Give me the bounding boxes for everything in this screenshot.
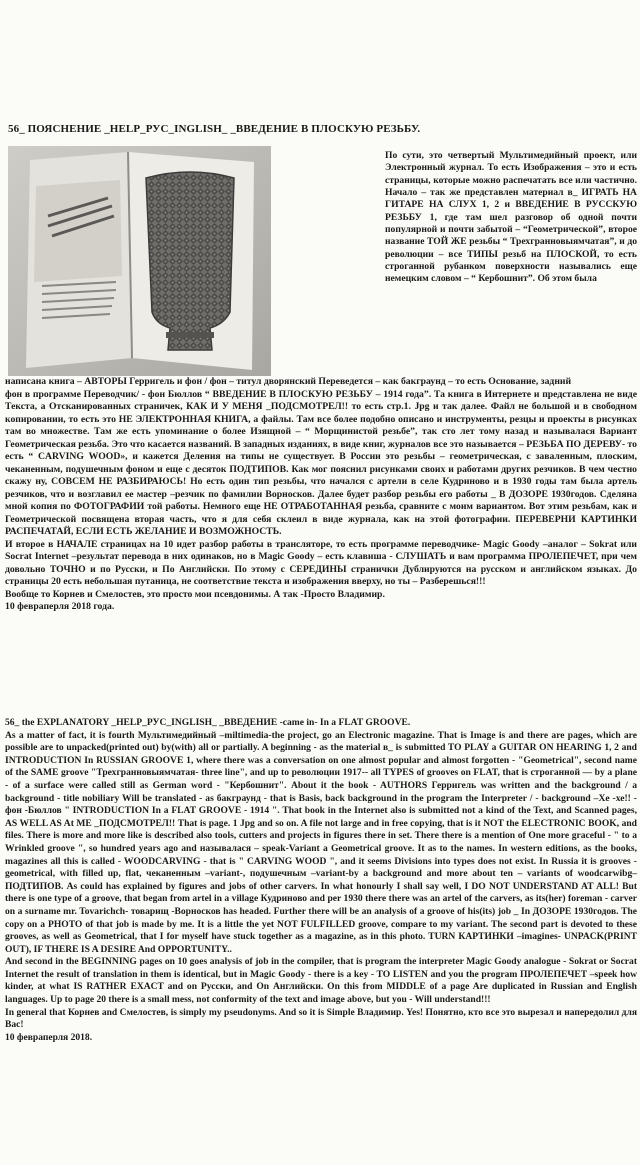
russian-paragraph: написана книга – АВТОРЫ Герригель и фон / фон – титул дворянский Переведется – как бакграунд – то есть Основание, задний (5, 376, 572, 387)
russian-paragraph: фон в программе Переводчик/ - фон Бюллов “ ВВЕДЕНИЕ В ПЛОСКУЮ РЕЗЬБУ – 1914 года”. Та книга в Интернете и представлена не виде Текста, а Отсканированных страничек, КАК И У МЕНЯ _ПОДСМОТРЕЛ!! то есть стр.1. Jpg и так далее. Файл не большой и в свободном копировании, то есть это НЕ ЭЛЕКТРОННАЯ КНИГА, а файлы. Там все более подобно описано и инструменты, резцы и проекты в рисунках там во множестве. Там же есть упоминание о более Изящной – “ Морщинистой резьбе”, так сто лет тому назад и называлася Вариант Геометрическая резьба. Это что касается названий. В западных изданиях, в виде книг, журналов все это называется – РЕЗЬБА ПО ДЕРЕВУ- то есть “ CARVING WOOD», и кажется Деления на типы не существует. В России это резьбы – геометрическая, с заваленным, плоским, чеканенным, подушечным фоном и еще с десяток ПОДТИПОВ. Как мог пояснил рисунками своих и работами других резчиков. В чем честно скажу ну, СОВСЕМ НЕ РАЗБИРАЮСЬ! Но есть один тип резьбы, что начался с артели в селе Кудриново и в 1930 годы там была артель резчиков, что и возглавил ее мастер –резчик по фамилии Ворносков. Далее будет разбор резьбы его работы _ В ДОЗОРЕ 1930годов. Сделяна мной копия по ФОТОГРАФИИ той работы. Немного еще НЕ ОТРАБОТАННАЯ резьба, сравните с моим вариантом. Вот этим резьбам, как и Геометрической посвящена вторая часть, что я для себя склеил в виде журнала, как на этой фотографии. ПЕРЕВЕРНИ КАРТИНКИ РАСПЕЧАТАЙ, ЕСЛИ ЕСТЬ ЖЕЛАНИЕ И ВОЗМОЖНОСТЬ. (5, 388, 637, 537)
english-date: 10 февраперля 2018. (5, 1031, 93, 1043)
english-paragraph: And second in the BEGINNING pages on 10 goes analysis of job in the compiler, that is program the interpreter Magic Goody analogue - Sokrat or Socrat Internet the result of translation in them is identical, but in Magic Goody - there is a key - TO LISTEN and you the program ПРОЛЕПЕЧЕТ –speek how kinder, at what IS RATHER EXACT and on Русски, and On Английски. On this from MIDDLE of a page Are duplicated in Russian and English languages. Up to page 20 there is a small mess, not conformity of the text and image above, but you - Will understand!!! (5, 956, 637, 1006)
english-heading: 56_ the EXPLANATORY _HELP_РУС_INGLISH_ _ВВЕДЕНИЕ -came in- In a FLAT GROOVE. (5, 717, 411, 728)
russian-date: 10 февраперля 2018 года. (5, 601, 115, 612)
english-paragraph: As a matter of fact, it is fourth Мультимедийный –miltimedia-the project, go an Electronic magazine. That is Image is and there are pages, which are possible are to unpacked(printed out) by(with) all or partially. A beginning - as the material в_ is submitted TO PLAY a GUITAR ON HEARING 1, 2 and INTRODUCTION In RUSSIAN GROOVE 1, where there was a conversation on one almost popular and almost forgotten - "Geometrical", second name of the SAME groove "Трехгранновыямчатая- three line", and up to революции 1917-- all TYPES of grooves on FLAT, that is строганной — by a plane - of a surface were called still as German word - "Кербошнит". About it the book - AUTHORS Герригель was written and the background / a background - title nobiliary Will be translated - as бакграунд - that is Basis, back background in the program the Interpreter / - background –Хе -хе!! - фон -Бюллов " INTRODUCTION In a FLAT GROOVE - 1914 ". That book in the Internet also is submitted not a kind of the Text, and Scanned pages, AS WELL AS At ME _ПОДСМОТРЕЛ!! That is page. 1 Jpg and so on. A file not large and in free copying, that is it NOT the ELECTRONIC BOOK, and files. There is more and more like is described also tools, cutters and projects in figures there in set. There there is a mention of One more graceful - " to a Wrinkled groove ", so hundred years ago and называлася – speak-Variant a Geometrical groove. It as to the names. In western editions, as the books, magazines all this is called - WOODCARVING - that is " CARVING WOOD ", and it seems Divisions into types does not exist. In Russia it is grooves - geometrical, with filled up, flat, чеканенным –variant-, подушечным –variant-by a background and more about ten – variants of woodcarwibg–ПОДТИПОВ. As could has explained by figures and jobs of other carvers. In what honourly I shall say well, I DO NOT UNDERSTAND AT ALL! But there is one type of a groove, that began from artel in a village Кудриново and per 1930 there there was an artel of the carvers, as its(her) foreman - carver on a surname mr. Tovarichch- товарищ -Ворносков has headed. Further there will be an analysis of a groove of his(its) job _ In ДОЗОРЕ 1930годов. The copy on a PHOTO of that job is made by me. It is a little the yet NOT FULFILLED groove, compare to my variant. The second part is devoted to these grooves, as well as Geometrical, that I for myself have stuck together as a magazine, as in this photo. TURN КАРТИНКИ –imagines- UNPACK(PRINT OUT), IF THERE IS A DESIRE And OPPORTUNITY.. (5, 729, 637, 955)
english-paragraph: In general that Корнев and Смелостев, is simply my pseudonyms. And so it is Simple Владимир. Yes! Понятно, кто все это вырезал и напередолил для Вас! (5, 1006, 637, 1031)
russian-text (5, 376, 637, 614)
page-title: 56_ ПОЯСНЕНИЕ _HELP_РУС_INGLISH_ _ВВЕДЕНИЕ В ПЛОСКУЮ РЕЗЬБУ. (8, 123, 421, 135)
russian-paragraph: И второе в НАЧАЛЕ страницах на 10 идет разбор работы в трансляторе, то есть программе переводчике- Magic Goody –аналог – Sokrat или Socrat Internet –результат перевода в них одинаков, но в Magic Goody – есть клавиша - СЛУШАТЬ и вам программа ПРОЛЕПЕЧЕТ, при чем довольно ТОЧНО и по Русски, и По Английски. По этому с СЕРЕДИНЫ странички Дублируются на русском и английском языках. До страницы 20 есть небольшая путаница, не соответствие текста и изображения вверху, но ты – Разберешься!!! (5, 538, 637, 587)
english-text (5, 717, 637, 1044)
carving-magazine-photo (8, 146, 271, 376)
intro-side-text: По сути, это четвертый Мультимедийный проект, или Электронный журнал. То есть Изображения – это и есть страницы, которые можно распечатать все или частично. Начало – так же представлен материал в_ ИГРАТЬ НА ГИТАРЕ НА СЛУХ 1, 2 и ВВЕДЕНИЕ В РУССКУЮ РЕЗЬБУ 1, где там шел разговор об одной почти популярной и почти забытой – “Геометрической”, второе название ТОЙ ЖЕ резьбы “ Трехгранновыямчатая”, и до революции – все ТИПЫ резьб на ПЛОСКОЙ, то есть строганной рубанком поверхности назывались еще немецким словом – “ Кербошнит”. Об этом была (385, 150, 637, 285)
russian-paragraph: Вообще то Корнев и Смелостев, это просто мои псевдонимы. А так -Просто Владимир. (5, 588, 385, 600)
